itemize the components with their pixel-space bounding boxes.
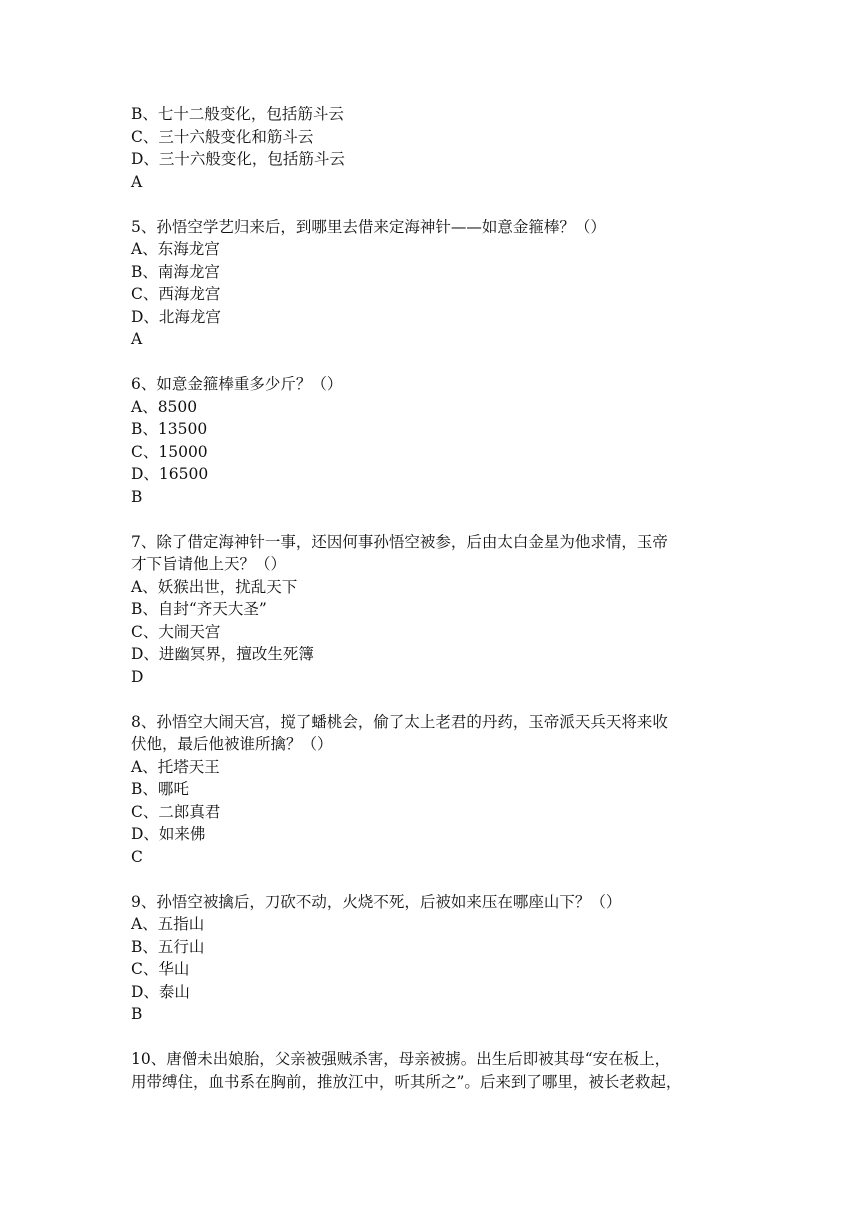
text-line: A、托塔天王: [131, 757, 220, 776]
text-line: B、五行山: [131, 937, 205, 956]
text-line: 才下旨请他上天？（）: [131, 555, 287, 573]
text-line: 伏他，最后他被谁所擒？（）: [131, 735, 333, 753]
text-line: A、东海龙宫: [131, 240, 220, 258]
text-line: B: [131, 1005, 143, 1023]
text-line: D、如来佛: [131, 825, 206, 843]
text-line: A: [131, 172, 143, 191]
text-line: B: [131, 487, 143, 506]
paragraph-gap: [131, 688, 731, 711]
text-line: 9、孙悟空被擒后，刀砍不动，火烧不死，后被如来压在哪座山下？（）: [131, 892, 622, 911]
paragraph-gap: [131, 1026, 731, 1049]
text-line: C、三十六般变化和筋斗云: [131, 127, 314, 146]
text-line: 6、如意金箍棒重多少斤？（）: [131, 375, 343, 393]
text-line: D、北海龙宫: [131, 307, 221, 326]
text-line: C、西海龙宫: [131, 285, 221, 303]
text-line: D、进幽冥界，擅改生死簿: [131, 645, 314, 663]
text-line: C: [131, 847, 143, 866]
text-line: D、泰山: [131, 982, 190, 1001]
text-line: B、自封“齐天大圣”: [131, 600, 267, 618]
document-page: [131, 103, 731, 1093]
text-line: A、五指山: [131, 915, 205, 933]
text-line: C、15000: [131, 442, 208, 461]
text-line: 10、唐僧未出娘胎，父亲被强贼杀害，母亲被掳。出生后即被其母“安在板上，: [131, 1050, 671, 1068]
text-line: D: [131, 667, 144, 686]
paragraph-gap: [131, 193, 731, 216]
text-line: A: [131, 330, 143, 348]
text-line: C、二郎真君: [131, 802, 221, 821]
text-line: 5、孙悟空学艺归来后，到哪里去借来定海神针——如意金箍棒？（）: [131, 217, 606, 236]
text-line: C、华山: [131, 960, 190, 978]
text-line: A、8500: [131, 397, 198, 416]
paragraph-gap: [131, 351, 731, 374]
text-line: C、大闹天宫: [131, 622, 221, 641]
text-line: 7、除了借定海神针一事，还因何事孙悟空被参，后由太白金星为他求情，玉帝: [131, 532, 668, 551]
paragraph-gap: [131, 508, 731, 531]
text-line: 用带缚住，血书系在胸前，推放江中，听其所之”。后来到了哪里，被长老救起，: [131, 1072, 682, 1091]
text-line: D、16500: [131, 465, 209, 483]
text-line: B、南海龙宫: [131, 262, 220, 281]
paragraph-gap: [131, 868, 731, 891]
text-line: B、13500: [131, 420, 208, 438]
text-line: D、三十六般变化，包括筋斗云: [131, 150, 345, 168]
text-line: 8、孙悟空大闹天宫，搅了蟠桃会，偷了太上老君的丹药，玉帝派天兵天将来收: [131, 712, 668, 731]
text-line: B、七十二般变化，包括筋斗云: [131, 105, 344, 123]
text-line: A、妖猴出世，扰乱天下: [131, 577, 298, 596]
text-line: B、哪吒: [131, 780, 189, 798]
